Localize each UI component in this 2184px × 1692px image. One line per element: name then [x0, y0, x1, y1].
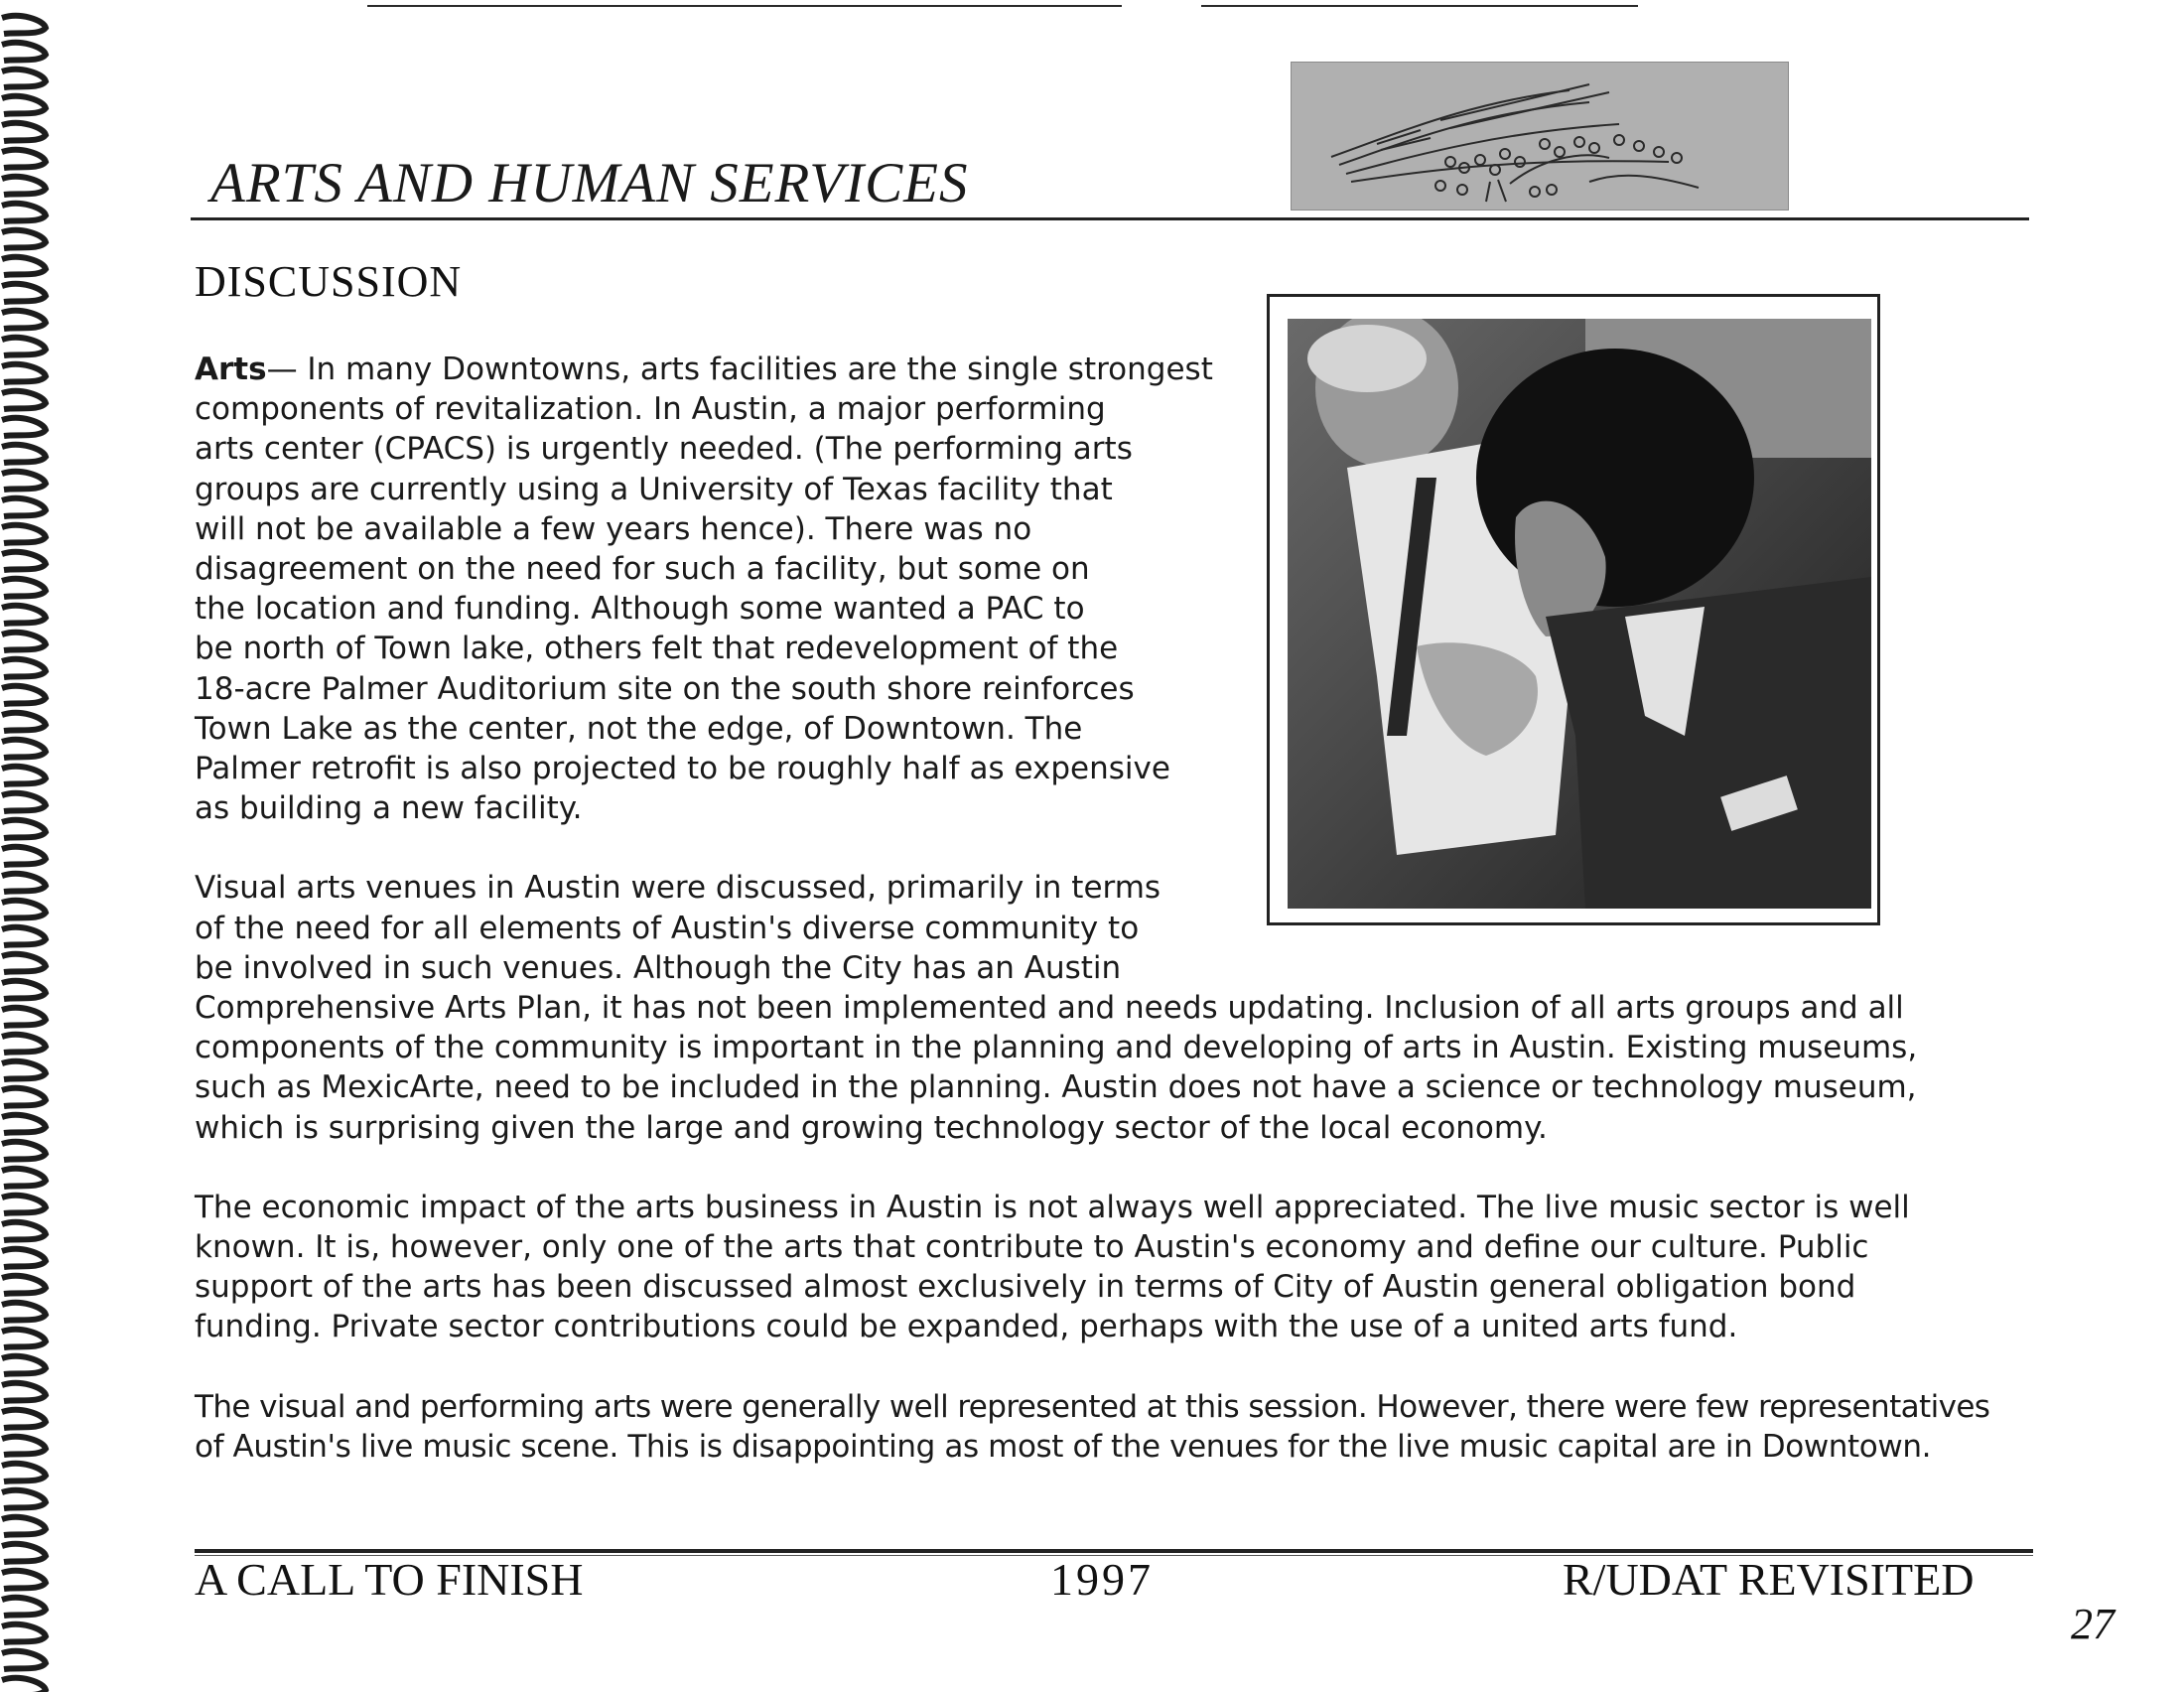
spiral-coil [2, 820, 46, 838]
footer-right-title: R/UDAT REVISITED [1563, 1554, 1975, 1605]
section-title [210, 151, 968, 215]
spiral-coil [2, 257, 46, 275]
spiral-coil [2, 901, 46, 918]
spiral-coil [2, 123, 46, 141]
paragraph-arts-line: as building a new facility. [195, 790, 583, 827]
spiral-coil [2, 472, 46, 490]
spiral-coil [2, 713, 46, 731]
paragraph-economic-line: The economic impact of the arts business in Austin is not always well appreciated. The live music sector is well [195, 1189, 1910, 1225]
spiral-coil [2, 230, 46, 248]
paragraph-visual-arts-line: Comprehensive Arts Plan, it has not been implemented and needs updating. Inclusion of all arts groups and all [195, 990, 1904, 1027]
spiral-coil [2, 686, 46, 704]
paragraph-arts-line: Town Lake as the center, not the edge, of Downtown. The [195, 710, 1083, 747]
spiral-coil [2, 1115, 46, 1133]
paragraph-arts-line: the location and funding. Although some wanted a PAC to [195, 591, 1085, 628]
paragraph-visual-arts-line: components of the community is important in the planning and developing of arts in Austin. Existing museums, [195, 1030, 1918, 1066]
spiral-coil [2, 1008, 46, 1026]
spiral-coil [2, 1035, 46, 1053]
spiral-coil [2, 96, 46, 114]
paragraph-representation-line: of Austin's live music scene. This is disappointing as most of the venues for the live music capital are in Downtown. [195, 1428, 1932, 1465]
paragraph-arts-line: 18-acre Palmer Auditorium site on the south shore reinforces [195, 670, 1135, 707]
footer-left-title: A CALL TO FINISH [195, 1554, 584, 1605]
spiral-coil [2, 740, 46, 758]
spiral-coil [2, 1356, 46, 1374]
spiral-coil [2, 445, 46, 463]
spiral-coil [2, 16, 46, 34]
spiral-coil [2, 1571, 46, 1589]
spiral-coil [2, 284, 46, 302]
paragraph-representation [195, 1387, 2041, 1467]
paragraph-arts-line: will not be available a few years hence). There was no [195, 510, 1032, 547]
spiral-coil [2, 1517, 46, 1535]
spiral-coil [2, 70, 46, 87]
spiral-coil [2, 1330, 46, 1347]
spiral-coil [2, 1490, 46, 1508]
spiral-coil [2, 954, 46, 972]
discussion-heading-text: DISCUSSION [195, 257, 463, 306]
paragraph-economic-line: funding. Private sector contributions could be expanded, perhaps with the use of a united arts fund. [195, 1309, 1738, 1345]
spiral-coil [2, 793, 46, 811]
spiral-coil [2, 43, 46, 61]
spiral-coil [2, 1437, 46, 1455]
spiral-coil [2, 1383, 46, 1401]
footer-year: 1997 [1050, 1554, 1154, 1605]
spiral-coil [2, 1061, 46, 1079]
sketch-illustration [1292, 63, 1788, 210]
spiral-coil [2, 1303, 46, 1321]
spiral-coil [2, 204, 46, 221]
spiral-coil [2, 1651, 46, 1669]
spiral-coil [2, 1142, 46, 1160]
arts-lead: Arts [195, 352, 267, 387]
paragraph-economic-line: known. It is, however, only one of the arts that contribute to Austin's economy and define our culture. Public [195, 1229, 1869, 1266]
paragraph-representation-line: The visual and performing arts were generally well represented at this session. However, there were few representatives [195, 1388, 1990, 1425]
spiral-coil [2, 1169, 46, 1187]
paragraph-arts-line: disagreement on the need for such a facility, but some on [195, 551, 1090, 588]
spiral-coil [2, 1249, 46, 1267]
paragraph-economic-impact [195, 1188, 2041, 1347]
paragraph-arts-line: arts center (CPACS) is urgently needed. (The performing arts [195, 431, 1133, 468]
spiral-coil [2, 418, 46, 436]
spiral-coil [2, 1598, 46, 1616]
spiral-coil [2, 552, 46, 570]
spiral-coil [2, 606, 46, 624]
spiral-coil [2, 1276, 46, 1294]
paragraph-arts-line: be north of Town lake, others felt that redevelopment of the [195, 631, 1119, 667]
spiral-coil [2, 1678, 46, 1692]
spiral-coil [2, 177, 46, 195]
spiral-coil [2, 525, 46, 543]
spiral-coil [2, 1624, 46, 1642]
spiral-coil [2, 847, 46, 865]
discussion-heading [195, 256, 462, 307]
spiral-coil [2, 1410, 46, 1428]
spiral-coil [2, 1196, 46, 1213]
paragraph-arts [195, 350, 2041, 828]
paragraph-arts-line: Palmer retrofit is also projected to be roughly half as expensive [195, 751, 1170, 787]
paragraph-arts-line: groups are currently using a University of Texas facility that [195, 471, 1113, 507]
spiral-coil [2, 767, 46, 784]
section-title-text: ARTS AND HUMAN SERVICES [210, 152, 969, 214]
paragraph-visual-arts-line: of the need for all elements of Austin's diverse community to [195, 910, 1140, 946]
spiral-coil [2, 633, 46, 650]
page-number: 27 [2071, 1600, 2115, 1648]
spiral-binding [0, 10, 52, 1692]
spiral-coil [2, 391, 46, 409]
paragraph-visual-arts-line: Visual arts venues in Austin were discussed, primarily in terms [195, 870, 1161, 907]
top-scan-rule [367, 5, 1122, 7]
spiral-coil [2, 659, 46, 677]
paragraph-arts-line-1-text: — In many Downtowns, arts facilities are the single strongest [266, 352, 1213, 387]
paragraph-economic-line: support of the arts has been discussed almost exclusively in terms of City of Austin general obligation bond [195, 1269, 1856, 1306]
spiral-coil [2, 364, 46, 382]
header-illustration [1291, 62, 1789, 211]
paragraph-visual-arts-line: which is surprising given the large and growing technology sector of the local economy. [195, 1109, 1548, 1146]
spiral-coil [2, 338, 46, 355]
spiral-coil [2, 1222, 46, 1240]
spiral-coil [2, 927, 46, 945]
spiral-coil [2, 579, 46, 597]
spiral-coil [2, 1464, 46, 1481]
spiral-coil [2, 1544, 46, 1562]
discussion-body [195, 350, 2041, 1506]
top-scan-rule-2 [1201, 5, 1638, 7]
paragraph-arts-line: components of revitalization. In Austin, a major performing [195, 391, 1106, 428]
paragraph-arts-line-1 [195, 350, 2041, 389]
spiral-coil [2, 498, 46, 516]
spiral-coil [2, 1088, 46, 1106]
paragraph-visual-arts [195, 868, 2041, 1147]
paragraph-visual-arts-line: be involved in such venues. Although the City has an Austin [195, 949, 1122, 986]
paragraph-visual-arts-line: such as MexicArte, need to be included in the planning. Austin does not have a science or technology museum, [195, 1069, 1917, 1106]
spiral-coil [2, 150, 46, 168]
spiral-coil [2, 874, 46, 892]
spiral-coil [2, 981, 46, 999]
spiral-coil [2, 311, 46, 329]
header-rule [191, 217, 2029, 220]
